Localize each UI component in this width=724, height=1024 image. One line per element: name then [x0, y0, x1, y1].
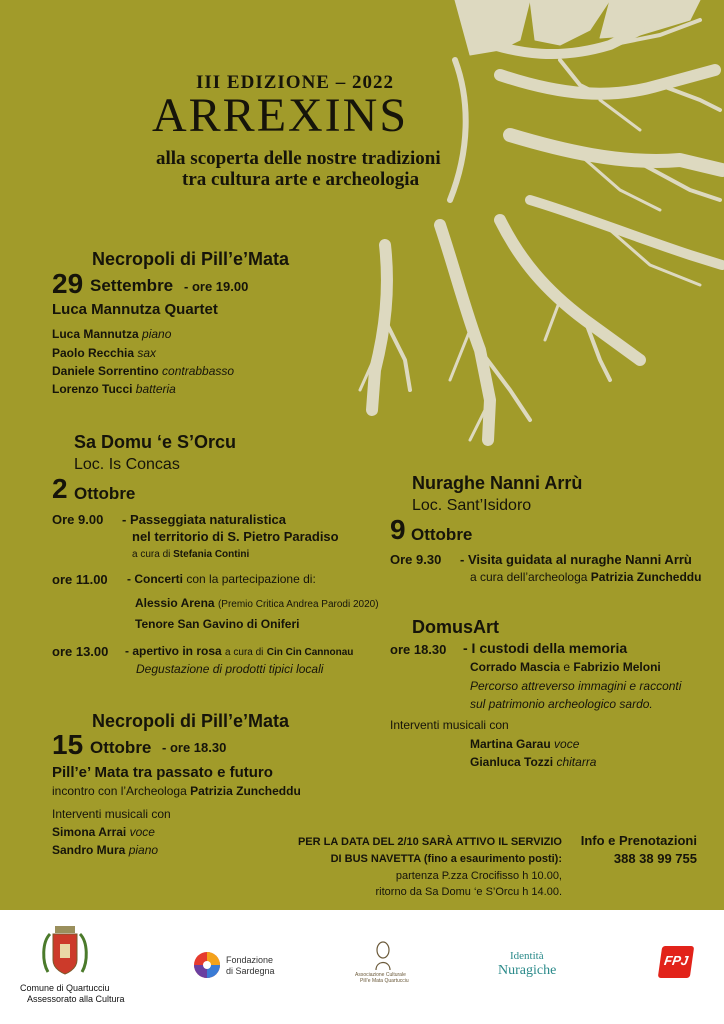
event3-day: 15: [52, 729, 84, 760]
event3-music-intro: Interventi musicali con: [52, 807, 171, 821]
event4-title: - Visita guidata al nuraghe Nanni Arrù: [460, 552, 692, 567]
identita-logo-1: Identità: [510, 950, 544, 962]
event1-time: - ore 19.00: [184, 279, 249, 294]
event2-activity-3-desc: Degustazione di prodotti tipici locali: [136, 662, 324, 676]
event2-activity-1-credit: a cura di Stefania Contini: [132, 549, 250, 560]
event1-musician-3: Daniele Sorrentino contrabbasso: [52, 364, 235, 378]
sponsors-footer: [0, 910, 724, 1024]
event1-musician-4: Lorenzo Tucci batteria: [52, 382, 176, 396]
event2-location: Loc. Is Concas: [74, 456, 180, 473]
event3-musician-1: Simona Arrai voce: [52, 825, 155, 839]
event2-activity-3: - apertivo in rosa a cura di Cin Cin Cannonau: [125, 644, 354, 658]
event1-month: Settembre: [90, 276, 174, 295]
event2-day: 2: [52, 473, 68, 504]
subtitle-line-2: tra cultura arte e archeologia: [182, 169, 420, 190]
event1-musician-2: Paolo Recchia sax: [52, 346, 157, 360]
event2-month: Ottobre: [74, 484, 136, 503]
event2-time-3: ore 13.00: [52, 644, 109, 659]
shuttle-line-2: DI BUS NAVETTA (fino a esaurimento posti):: [330, 853, 562, 865]
event3-title: Pill’e’ Mata tra passato e futuro: [52, 764, 273, 781]
event5-venue: DomusArt: [412, 617, 500, 637]
shuttle-line-4: ritorno da Sa Domu ‘e S’Orcu h 14.00.: [375, 886, 562, 898]
fpj-logo-icon: [658, 946, 694, 978]
event5-desc-2: sul patrimonio archeologico sardo.: [470, 697, 653, 711]
event3-meet: incontro con l’Archeologa Patrizia Zuncheddu: [52, 784, 301, 798]
event3-venue: Necropoli di Pill’e’Mata: [92, 711, 290, 731]
fondazione-name-2: di Sardegna: [226, 966, 275, 976]
event2-activity-1: - Passeggiata naturalistica: [122, 512, 287, 527]
event2-time-2: ore 11.00: [52, 572, 108, 587]
event4-time: Ore 9.30: [390, 552, 442, 567]
comune-crest-icon: [40, 922, 90, 982]
event4-venue: Nuraghe Nanni Arrù: [412, 473, 583, 493]
event4-month: Ottobre: [411, 525, 473, 544]
event2-time-1: Ore 9.00: [52, 512, 104, 527]
identita-logo-2: Nuragiche: [498, 963, 557, 978]
event1-venue: Necropoli di Pill’e’Mata: [92, 249, 290, 269]
event5-musician-2: Gianluca Tozzi chitarra: [470, 755, 597, 769]
event2-activity-2: - Concerti con la partecipazione di:: [127, 572, 316, 586]
event5-music-intro: Interventi musicali con: [390, 718, 509, 732]
event5-time: ore 18.30: [390, 642, 447, 657]
comune-name: Comune di Quartucciu: [20, 983, 110, 993]
fondazione-logo-icon: [193, 951, 221, 979]
event3-musician-2: Sandro Mura piano: [52, 843, 159, 857]
event5-desc-1: Percorso attreverso immagini e racconti: [470, 679, 682, 693]
event1-musician-1: Luca Mannutza piano: [52, 327, 172, 341]
shuttle-line-3: partenza P.zza Crocifisso h 10.00,: [395, 870, 562, 882]
shuttle-line-1: PER LA DATA DEL 2/10 SARÀ ATTIVO IL SERVIZIO: [297, 836, 562, 848]
event5-authors: Corrado Mascia e Fabrizio Meloni: [470, 660, 661, 674]
event4-location: Loc. Sant’Isidoro: [412, 497, 532, 514]
edition-label: III EDIZIONE – 2022: [196, 72, 394, 93]
event3-month: Ottobre: [90, 738, 152, 757]
event5-musician-1: Martina Garau voce: [470, 737, 580, 751]
event2-venue: Sa Domu ‘e S’Orcu: [74, 432, 237, 452]
association-logo-icon: [372, 940, 394, 972]
event4-day: 9: [390, 514, 406, 545]
association-name-2: Pill’e Mata Quartucciu: [360, 978, 409, 984]
event3-time: - ore 18.30: [162, 740, 227, 755]
festival-title: ARREXINS: [152, 89, 409, 142]
fpj-logo-text: FPJ: [663, 953, 690, 968]
event2-activity-1-line2: nel territorio di S. Pietro Paradiso: [132, 529, 339, 544]
subtitle-line-1: alla scoperta delle nostre tradizioni: [156, 148, 441, 169]
event5-title: - I custodi della memoria: [463, 640, 628, 656]
association-name-1: Associazione Culturale: [355, 972, 406, 978]
fondazione-name-1: Fondazione: [226, 955, 274, 965]
event4-credit: a cura dell’archeologa Patrizia Zuncheddu: [470, 570, 702, 584]
info-label: Info e Prenotazioni: [580, 833, 697, 848]
info-phone[interactable]: 388 38 99 755: [613, 851, 697, 866]
comune-dept: Assessorato alla Cultura: [27, 994, 125, 1004]
event2-artist-1: Alessio Arena (Premio Critica Andrea Parodi 2020): [135, 596, 379, 610]
event2-artist-2: Tenore San Gavino di Oniferi: [135, 617, 300, 631]
event1-day: 29: [52, 268, 84, 299]
event1-title: Luca Mannutza Quartet: [52, 301, 218, 318]
